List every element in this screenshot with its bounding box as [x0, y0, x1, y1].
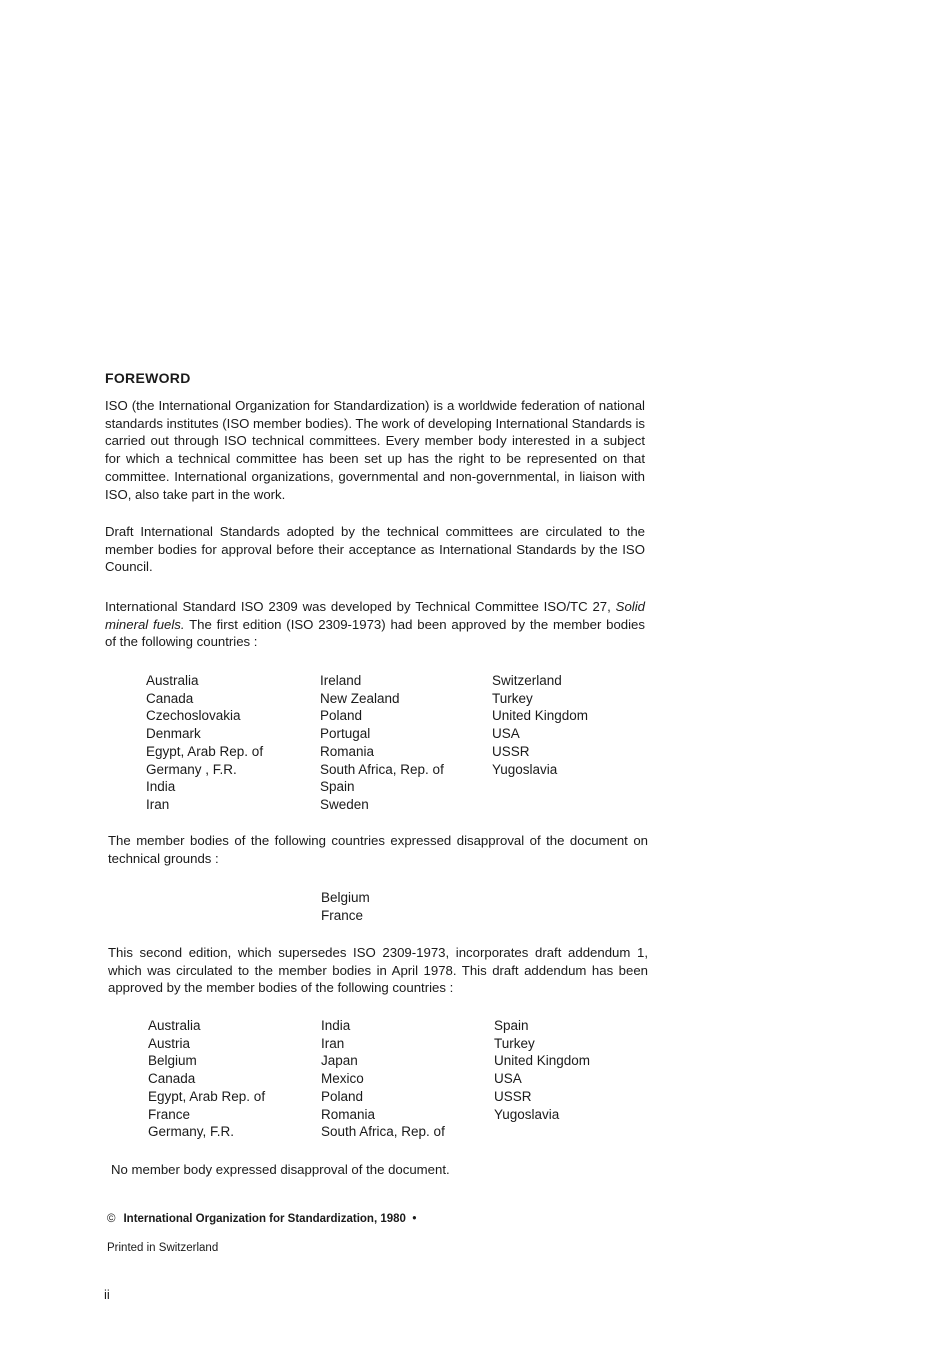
country-name: Denmark [146, 726, 201, 742]
country-name: Turkey [494, 1035, 535, 1051]
page-title: FOREWORD [105, 370, 191, 386]
page-number: ii [104, 1287, 110, 1302]
country-name: Turkey [492, 690, 533, 706]
country-name: South Africa, Rep. of [321, 1124, 445, 1140]
country-name: Australia [148, 1018, 201, 1033]
country-name: USSR [492, 743, 530, 759]
country-name: Romania [320, 743, 375, 759]
country-name: United Kingdom [494, 1053, 591, 1069]
country-name: Iran [146, 796, 170, 812]
paragraph-text [105, 598, 645, 651]
country-name: South Africa, Rep. of [320, 761, 444, 777]
country-name: Germany , F.R. [146, 761, 237, 777]
country-name: France [321, 907, 364, 923]
paragraph-text: Draft International Standards adopted by the technical committees are circulated to the member bodies for approval before their acceptance as International Standards by the ISO Council. [105, 524, 645, 575]
country-name: Romania [321, 1106, 376, 1122]
country-name: USA [494, 1071, 522, 1087]
country-name: Czechoslovakia [146, 708, 241, 724]
paragraph-text: This second edition, which supersedes ISO 2309-1973, incorporates draft addendum 1, which was circulated to the member bodies in April 1978. This draft addendum has been approved by the member bodies of the following countries : [108, 945, 648, 996]
printed-in-note: Printed in Switzerland [107, 1242, 219, 1254]
foreword-paragraph-5 [108, 944, 648, 997]
country-name: Australia [146, 673, 199, 688]
country-name: Germany, F.R. [148, 1124, 235, 1140]
country-name: Egypt, Arab Rep. of [148, 1088, 266, 1104]
country-name: Mexico [321, 1071, 364, 1087]
country-name: USSR [494, 1088, 532, 1104]
country-column [494, 1017, 664, 1123]
country-column [492, 672, 662, 778]
country-column [320, 672, 490, 814]
paragraph-text-part: International Standard ISO 2309 was developed by Technical Committee ISO/TC 27, [105, 599, 616, 614]
country-name: Portugal [320, 726, 371, 742]
country-column [148, 1017, 318, 1141]
paragraph-text-part: The first edition (ISO 2309-1973) had been approved by the member bodies of the following countries : [105, 616, 645, 650]
country-name: New Zealand [320, 690, 400, 706]
country-name: USA [492, 726, 520, 742]
country-name: Canada [146, 690, 194, 706]
country-name: Austria [148, 1035, 191, 1051]
foreword-paragraph-6 [111, 1161, 651, 1179]
country-name: Iran [321, 1035, 345, 1051]
copyright-icon: © [107, 1213, 116, 1225]
committee-title: Solid mineral fuels. [105, 599, 645, 632]
country-name: Yugoslavia [494, 1106, 560, 1122]
bullet-icon: • [412, 1213, 417, 1225]
country-name: India [146, 779, 176, 795]
foreword-paragraph-1 [105, 397, 645, 503]
country-name: Spain [320, 779, 355, 795]
country-name: Switzerland [492, 673, 562, 688]
country-column [321, 1017, 491, 1141]
country-column [146, 672, 316, 814]
country-name: Spain [494, 1018, 529, 1033]
country-name: United Kingdom [492, 708, 589, 724]
country-name: Sweden [320, 796, 369, 812]
country-name: Belgium [148, 1053, 197, 1069]
country-name: Japan [321, 1053, 358, 1069]
country-name: India [321, 1018, 351, 1033]
country-name: France [148, 1106, 191, 1122]
disapproval-country-list [321, 889, 370, 924]
foreword-paragraph-4 [108, 832, 648, 867]
foreword-paragraph-3 [105, 598, 645, 651]
country-name: Canada [148, 1071, 196, 1087]
country-name: Yugoslavia [492, 761, 558, 777]
copyright-text: International Organization for Standardization, 1980 [123, 1213, 406, 1225]
country-name: Poland [320, 708, 363, 724]
paragraph-text: No member body expressed disapproval of the document. [111, 1162, 450, 1177]
country-name: Egypt, Arab Rep. of [146, 743, 264, 759]
paragraph-text: The member bodies of the following countries expressed disapproval of the document on technical grounds : [108, 833, 648, 866]
copyright-notice [107, 1213, 416, 1225]
country-name: Belgium [321, 890, 370, 905]
country-name: Ireland [320, 673, 362, 688]
paragraph-text: ISO (the International Organization for Standardization) is a worldwide federation of national standards institutes (ISO member bodies). The work of developing International Standards is carried out through ISO technical committees. Every member body interested in a subject for which a technical committee has been set up has the right to be represented on that committee. International organizations, governmental and non-governmental, in liaison with ISO, also take part in the work. [105, 398, 645, 502]
country-name: Poland [321, 1088, 364, 1104]
foreword-paragraph-2 [105, 523, 645, 576]
